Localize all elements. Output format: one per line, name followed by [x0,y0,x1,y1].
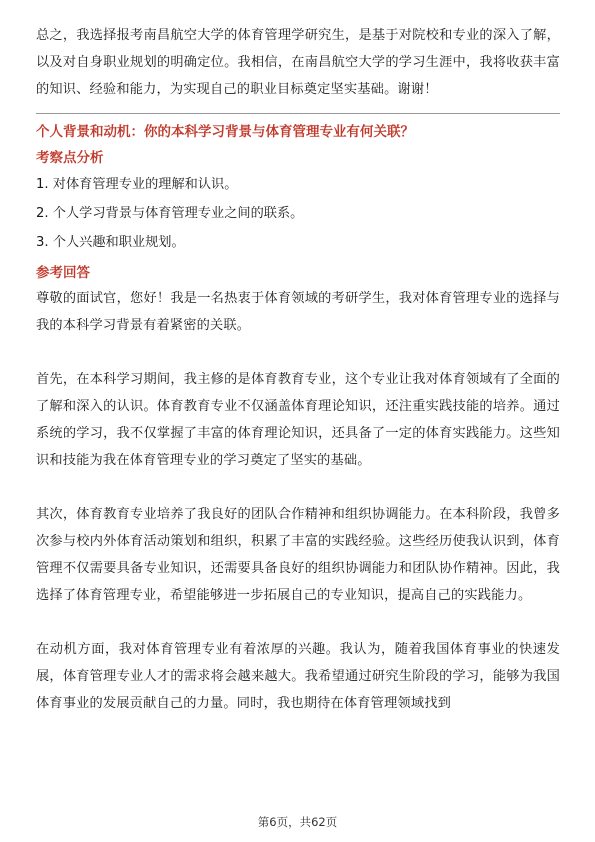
question-heading: 个人背景和动机：你的本科学习背景与体育管理专业有何关联？ [36,124,414,140]
analysis-item: 3. 个人兴趣和职业规划。 [36,235,185,250]
analysis-item: 2. 个人学习背景与体育管理专业之间的联系。 [36,206,304,221]
intro-paragraph: 总之，我选择报考南昌航空大学的体育管理学研究生，是基于对院校和专业的深入了解，以及对自身职业规划的明确定位。我相信，在南昌航空大学的学习生涯中，我将收获丰富的知识、经验和能力，为实现自己的职业目标奠定坚实基础。谢谢！ [36,28,560,97]
answer-paragraph: 其次，体育教育专业培养了我良好的团队合作精神和组织协调能力。在本科阶段，我曾多次参与校内外体育活动策划和组织，积累了丰富的实践经验。这些经历使我认识到，体育管理不仅需要具备专业知识，还需要具备良好的组织协调能力和团队协作精神。因此，我选择了体育管理专业，希望能够进一步拓展自己的专业知识，提高自己的实践能力。 [36,507,560,603]
answer-paragraph: 首先，在本科学习期间，我主修的是体育教育专业，这个专业让我对体育领域有了全面的了解和深入的认识。体育教育专业不仅涵盖体育理论知识，还注重实践技能的培养。通过系统的学习，我不仅掌握了丰富的体育理论知识，还具备了一定的体育实践能力。这些知识和技能为我在体育管理专业的学习奠定了坚实的基础。 [36,372,560,468]
answer-paragraph: 尊敬的面试官，您好！我是一名热衷于体育领域的考研学生，我对体育管理专业的选择与我的本科学习背景有着紧密的关联。 [36,291,560,333]
document-page [36,22,560,717]
analysis-title: 考察点分析 [36,150,104,166]
page-number-footer: 第6页，共62页 [257,815,338,829]
section-divider [36,113,560,114]
answer-paragraph: 在动机方面，我对体育管理专业有着浓厚的兴趣。我认为，随着我国体育事业的快速发展，体育管理专业人才的需求将会越来越大。我希望通过研究生阶段的学习，能够为我国体育事业的发展贡献自己的力量。同时，我也期待在体育管理领域找到 [36,642,560,711]
analysis-item: 1. 对体育管理专业的理解和认识。 [36,177,238,192]
answer-title: 参考回答 [36,265,90,281]
